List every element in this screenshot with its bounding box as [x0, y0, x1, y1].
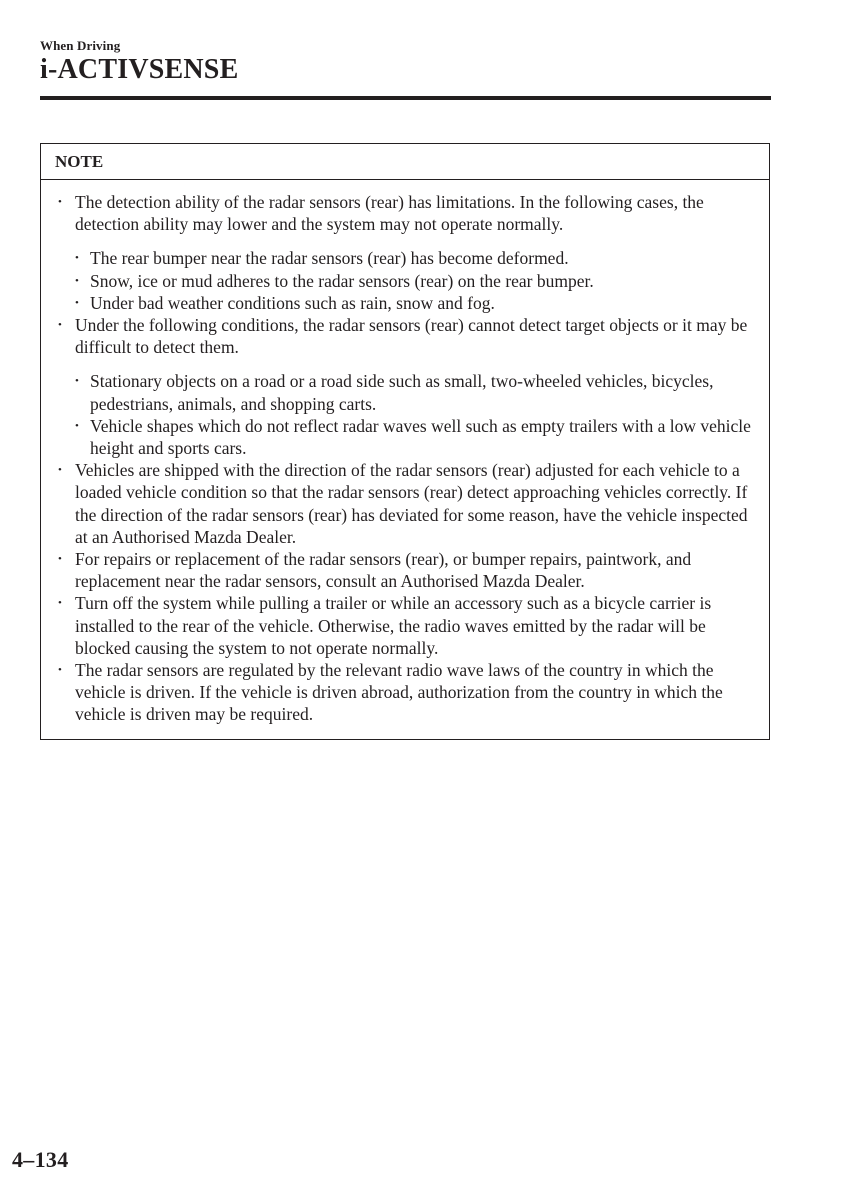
note-subitem: • Under bad weather conditions such as rain, snow and fog. [72, 292, 761, 314]
note-subitem: • Snow, ice or mud adheres to the radar sensors (rear) on the rear bumper. [72, 270, 761, 292]
note-sublist [55, 370, 761, 459]
note-item-text: • Under the following conditions, the radar sensors (rear) cannot detect target objects or it may be difficult to detect them. [75, 315, 748, 358]
note-subitem: • Vehicle shapes which do not reflect radar waves well such as empty trailers with a low vehicle height and sports cars. [72, 415, 761, 459]
note-item [55, 659, 761, 726]
note-item-text: • The detection ability of the radar sensors (rear) has limitations. In the following cases, the detection ability may lower and the system may not operate normally. [75, 192, 704, 235]
note-item-text: • Turn off the system while pulling a trailer or while an accessory such as a bicycle carrier is installed to the rear of the vehicle. Otherwise, the radio waves emitted by the radar will be blocked causing the system to not operate normally. [75, 593, 712, 658]
note-item [55, 548, 761, 592]
note-item-text: • The radar sensors are regulated by the relevant radio wave laws of the country in which the vehicle is driven. If the vehicle is driven abroad, authorization from the country in which the vehicle is driven may be required. [75, 660, 723, 725]
note-heading: NOTE [41, 144, 769, 180]
note-subitem: • The rear bumper near the radar sensors (rear) has become deformed. [72, 247, 761, 269]
note-body [41, 180, 769, 726]
note-box [40, 143, 770, 740]
note-item-text: • For repairs or replacement of the radar sensors (rear), or bumper repairs, paintwork, and replacement near the radar sensors, consult an Authorised Mazda Dealer. [75, 549, 692, 592]
note-item [55, 314, 761, 358]
note-item [55, 459, 761, 548]
note-item-text: • Vehicles are shipped with the direction of the radar sensors (rear) adjusted for each vehicle to a loaded vehicle condition so that the radar sensors (rear) detect approaching vehicles correctly. If the direction of the radar sensors (rear) has deviated for some reason, have the vehicle inspected at an Authorised Mazda Dealer. [75, 460, 748, 547]
note-item [55, 191, 761, 235]
note-sublist [55, 247, 761, 314]
page-title: i-ACTIVSENSE [40, 54, 239, 85]
page-number: 4–134 [12, 1147, 69, 1172]
title-divider [40, 96, 771, 100]
section-label: When Driving [40, 38, 121, 53]
note-item [55, 592, 761, 659]
note-subitem: • Stationary objects on a road or a road side such as small, two-wheeled vehicles, bicycles, pedestrians, animals, and shopping carts. [72, 370, 761, 414]
